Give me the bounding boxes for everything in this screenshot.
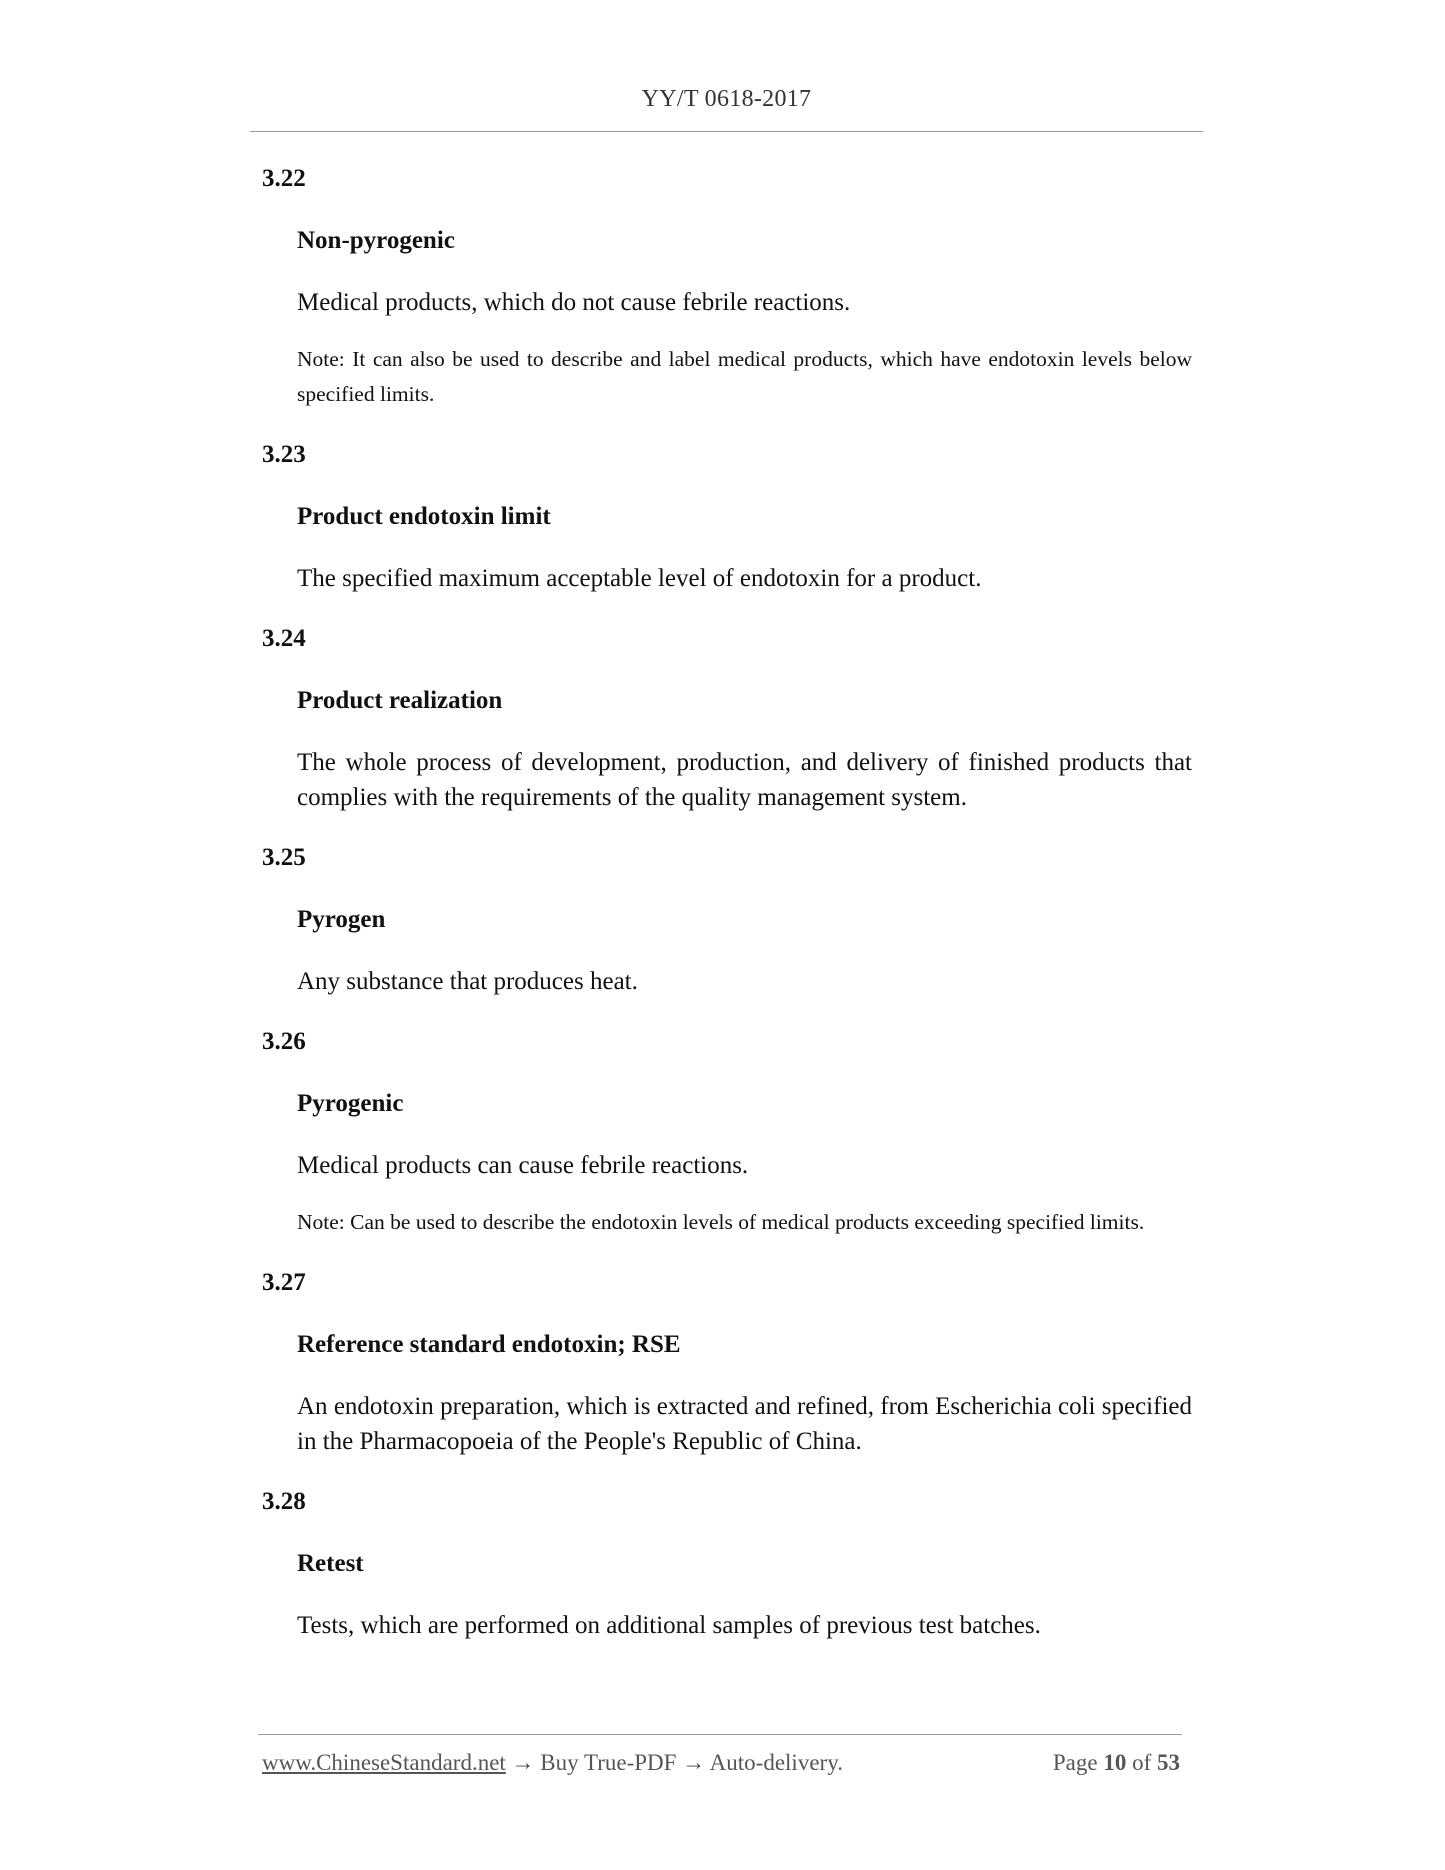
page-current: 10 bbox=[1103, 1750, 1127, 1775]
term-title: Pyrogenic bbox=[297, 1090, 404, 1117]
term-entry bbox=[262, 841, 1192, 999]
arrow-right-icon: → bbox=[682, 1750, 706, 1775]
term-definition: An endotoxin preparation, which is extracted and refined, from Escherichia coli specified in the Pharmacopoeia of the People's Republic of China. bbox=[297, 1393, 1192, 1455]
term-definition: The whole process of development, production, and delivery of finished products that complies with the requirements of the quality management system. bbox=[297, 749, 1192, 811]
of-label: of bbox=[1132, 1750, 1152, 1775]
page-total: 53 bbox=[1157, 1750, 1180, 1775]
term-definition: The specified maximum acceptable level of endotoxin for a product. bbox=[297, 565, 982, 592]
site-link[interactable]: www.ChineseStandard.net bbox=[262, 1750, 506, 1775]
buy-true-pdf-text: Buy True-PDF bbox=[540, 1750, 677, 1775]
term-entry bbox=[262, 1025, 1192, 1240]
term-title: Product realization bbox=[297, 687, 503, 714]
term-definition: Medical products, which do not cause febrile reactions. bbox=[297, 289, 851, 316]
page-indicator bbox=[1053, 1750, 1180, 1776]
term-title: Product endotoxin limit bbox=[297, 503, 551, 530]
term-title: Retest bbox=[297, 1550, 364, 1577]
term-number: 3.28 bbox=[262, 1488, 306, 1515]
term-definition: Tests, which are performed on additional samples of previous test batches. bbox=[297, 1612, 1041, 1639]
term-number: 3.26 bbox=[262, 1028, 306, 1055]
footer-divider bbox=[258, 1734, 1182, 1735]
page-label: Page bbox=[1052, 1750, 1098, 1775]
term-entry bbox=[262, 438, 1192, 596]
term-note: Note: It can also be used to describe and label medical products, which have endotoxin levels below specified limits. bbox=[297, 347, 1192, 406]
term-title: Pyrogen bbox=[297, 906, 386, 933]
document-header: YY/T 0618-2017 bbox=[641, 86, 812, 112]
auto-delivery-text: Auto-delivery. bbox=[709, 1750, 843, 1775]
arrow-right-icon: → bbox=[511, 1750, 535, 1775]
term-entry bbox=[262, 162, 1192, 412]
term-number: 3.27 bbox=[262, 1269, 306, 1296]
term-entry bbox=[262, 622, 1192, 815]
term-entry bbox=[262, 1485, 1192, 1643]
term-title: Non-pyrogenic bbox=[297, 227, 455, 254]
term-number: 3.22 bbox=[262, 165, 306, 192]
term-definition: Any substance that produces heat. bbox=[297, 968, 638, 995]
footer-promo bbox=[262, 1750, 843, 1776]
term-definition: Medical products can cause febrile reactions. bbox=[297, 1152, 749, 1179]
header-divider bbox=[250, 131, 1203, 132]
term-number: 3.23 bbox=[262, 441, 306, 468]
term-number: 3.24 bbox=[262, 625, 306, 652]
term-title: Reference standard endotoxin; RSE bbox=[297, 1331, 681, 1358]
term-note: Note: Can be used to describe the endotoxin levels of medical products exceeding specified limits. bbox=[297, 1210, 1145, 1234]
terms-content bbox=[262, 162, 1192, 1669]
term-entry bbox=[262, 1266, 1192, 1459]
term-number: 3.25 bbox=[262, 844, 306, 871]
